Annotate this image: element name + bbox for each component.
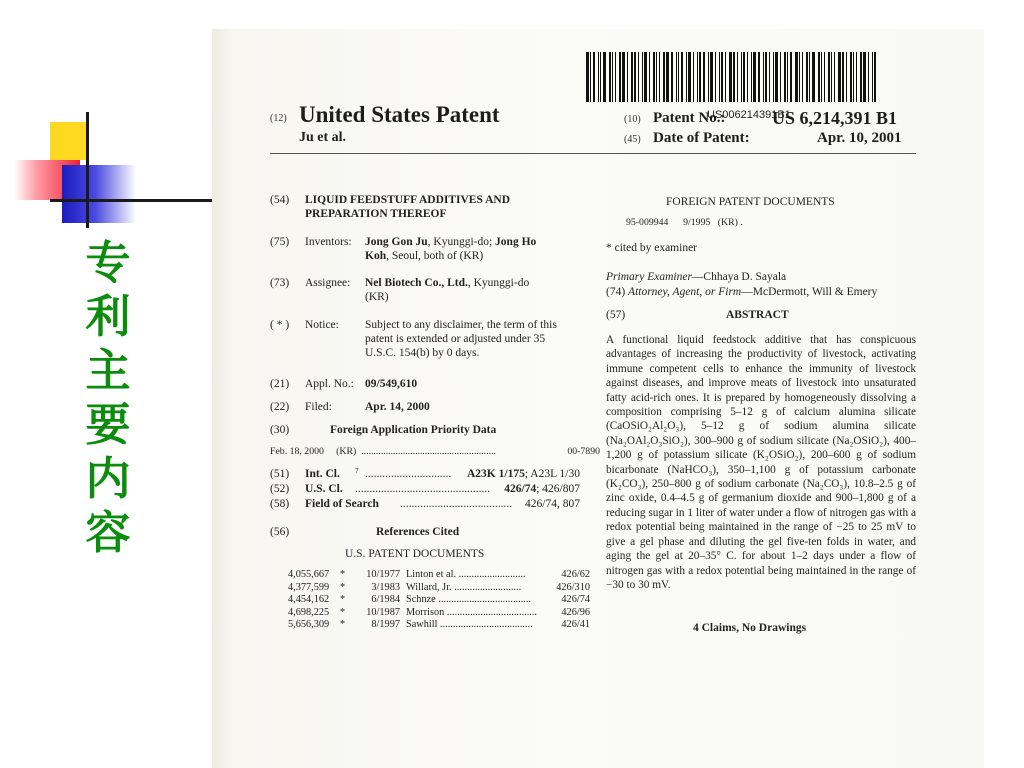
reference-row xyxy=(288,619,590,632)
vertical-line-decoration xyxy=(86,112,89,228)
patent-document: US006214391B1 (12) United States Patent Ju et al. (10) Patent No.: US 6,214,391 B1 (45) Date of Patent: Apr. 10, 2001 (54) LIQUID FEEDSTUFF ADDITIVES AND PREPARATION THEREOF (75) Inventors: Jong Gon Ju, Kyunggi-do; Jong Ho Koh, Seoul, both of (KR) (73) Assignee: Nel Biotech Co., Ltd., Kyunggi-do (KR) ( * ) Notice: Subject to any disclaimer, the term of this patent is extended or adjusted under 35 U.S.C. 154(b) by 0 days. (21) Appl. No.: 09/549,610 (22) Filed: Apr. 14, 2000 (30) Foreign Application Priority Data Feb. 18, 2000 (KR) ....................................................... 00-7890 (51) Int. Cl. 7 .............................. A23K 1/175; A23L 1/30 (52) U.S. Cl. ............................................... 426/74; 426/807 (58) Field of Search ....................................... 426/74, 807 (56) References Cited U.S. PATENT DOCUMENTS 4,055,667 * 10/1977 Linton et al. .......................... 426/62 4,377,599 * 3/1983 Willard, Jr. .......................... 426/310 4,454,162 * 6/1984 Schnze .................................... 426/74 4,698,225 * 10/1987 Morrison ................................... 426/96 5,656,309 * 8/1997 Sawhill .................................... 426/41 FOREIGN PATENT DOCUMENTS 95-009944 9/1995 (KR) . * cited by examiner Primary Examiner—Chhaya D. Sayala (74) Attorney, Agent, or Firm—McDermott, Will & Emery (57) ABSTRACT A functional liquid feedstock additive that has conspicuous advantages of increasing the productivity of livestock, activating immune competent cells to enhance the immunity of livestock against diseases, and improve meats of livestock into unsaturated fatty acid-rich ones. It is prepared by homogeneously dissolving a composition comprising 5–12 g of calcium alumina silicate (CaOSiO₂Al₂O₃), 5–12 g of sodium alumina silicate (Na₂OAl₂O₃SiO₂), 300–900 g of sodium silicate (Na₂OSiO₂), 400–1,200 g of potassium silicate (K₂OSiO₂), 200–600 g of sodium bicarbonate (NaHCO₃), 350–1,100 g of potassium carbonate (K₂CO₃), 250–800 g of sodium carbonate (Na₂CO₃), 10.8–2.5 g of zinc oxide, 0.4–4.5 g of germanium dioxide and 900–1,800 g of a reducing sugar in 1 liter of water under a flow of nitrogen gas with a redox potential being maintained in the range of −25 to 25 mV to give a gel phase and diluting the gel five-ten folds in water, and aging the gel at 20–35° C. for about 1–2 days under a flow of nitrogen gas with a redox potential being maintained in the range of −30 to 30 mV. 4 Claims, No Drawings xyxy=(212,29,984,768)
reference-cls: 426/74 xyxy=(561,594,590,606)
patent-no-value: US 6,214,391 B1 xyxy=(772,108,898,128)
reference-row xyxy=(288,607,590,620)
foreign-doc-entry: 95-009944 9/1995 (KR) . xyxy=(626,217,743,228)
claims-summary: 4 Claims, No Drawings xyxy=(693,622,807,634)
references-table xyxy=(288,569,590,632)
primary-examiner: Primary Examiner—Chhaya D. Sayala xyxy=(606,271,787,283)
reference-star: * xyxy=(340,619,346,631)
reference-name: Schnze .................................... xyxy=(406,594,531,606)
header-rule xyxy=(270,153,916,154)
yellow-square-decoration xyxy=(50,122,86,160)
reference-row xyxy=(288,594,590,607)
barcode-number: US006214391B1 xyxy=(707,109,791,121)
reference-date: 6/1984 xyxy=(371,594,400,606)
reference-cls: 426/41 xyxy=(561,619,590,631)
patent-type-title: United States Patent xyxy=(299,102,500,127)
reference-cls: 426/310 xyxy=(556,581,590,593)
cited-by-examiner: * cited by examiner xyxy=(606,242,698,254)
reference-cls: 426/96 xyxy=(561,606,590,618)
foreign-priority-entry: Feb. 18, 2000 (KR) ....................................................... 00-7890 xyxy=(270,446,600,457)
slide-title: 专利主要内容 xyxy=(85,236,131,559)
reference-number: 5,656,309 xyxy=(288,619,330,631)
blue-gradient-decoration xyxy=(62,165,136,223)
reference-star: * xyxy=(340,606,346,618)
reference-number: 4,454,162 xyxy=(288,594,330,606)
reference-cls: 426/62 xyxy=(561,569,590,580)
date-value: Apr. 10, 2001 xyxy=(817,130,902,146)
barcode xyxy=(586,52,914,102)
reference-star: * xyxy=(340,569,346,580)
date-label: Date of Patent: xyxy=(653,130,750,146)
reference-row xyxy=(288,582,590,595)
date-code: (45) xyxy=(624,134,641,145)
reference-star: * xyxy=(340,594,346,606)
foreign-docs-heading: FOREIGN PATENT DOCUMENTS xyxy=(666,196,835,208)
reference-number: 4,377,599 xyxy=(288,581,330,593)
reference-date: 3/1983 xyxy=(371,581,400,593)
attorney: (74) Attorney, Agent, or Firm—McDermott, Will & Emery xyxy=(606,286,878,298)
patent-no-code: (10) xyxy=(624,114,641,125)
abstract-heading: (57) ABSTRACT xyxy=(606,309,789,321)
patent-no-label: Patent No.: xyxy=(653,110,726,126)
reference-date: 8/1997 xyxy=(371,619,400,631)
reference-number: 4,698,225 xyxy=(288,606,330,618)
reference-number: 4,055,667 xyxy=(288,569,330,580)
horizontal-line-decoration xyxy=(50,199,213,202)
reference-name: Willard, Jr. .......................... xyxy=(406,581,522,593)
reference-star: * xyxy=(340,581,346,593)
reference-row xyxy=(288,569,590,582)
reference-name: Linton et al. .......................... xyxy=(406,569,526,580)
patent-type-code: (12) xyxy=(270,113,287,124)
abstract-text: A functional liquid feedstock additive that has conspicuous advantages of increasing the productivity of livestock, activating immune competent cells to enhance the immunity of livestock against diseases, and improve meats of livestock into unsaturated fatty acid-rich ones. It is prepared by homogeneously dissolving a composition comprising 5–12 g of calcium alumina silicate (CaOSiO₂Al₂O₃), 5–12 g of sodium alumina silicate (Na₂OAl₂O₃SiO₂), 300–900 g of sodium silicate (Na₂OSiO₂), 400–1,200 g of potassium silicate (K₂OSiO₂), 200–600 g of sodium bicarbonate (NaHCO₃), 350–1,100 g of potassium carbonate (K₂CO₃), 250–800 g of sodium carbonate (Na₂CO₃), 10.8–2.5 g of zinc oxide, 0.4–4.5 g of germanium dioxide and 900–1,800 g of a reducing sugar in 1 liter of water under a flow of nitrogen gas with a redox potential being maintained in the range of −25 to 25 mV to give a gel phase and diluting the gel five-ten folds in water, and aging the gel at 20–35° C. for about 1–2 days under a flow of nitrogen gas with a redox potential being maintained in the range of −30 to 30 mV. xyxy=(606,334,916,591)
reference-date: 10/1987 xyxy=(366,606,400,618)
patent-authors: Ju et al. xyxy=(299,130,347,145)
reference-name: Sawhill .................................... xyxy=(406,619,533,631)
us-patent-docs-heading: U.S. PATENT DOCUMENTS xyxy=(345,548,485,560)
reference-name: Morrison ................................... xyxy=(406,606,538,618)
reference-date: 10/1977 xyxy=(366,569,400,580)
